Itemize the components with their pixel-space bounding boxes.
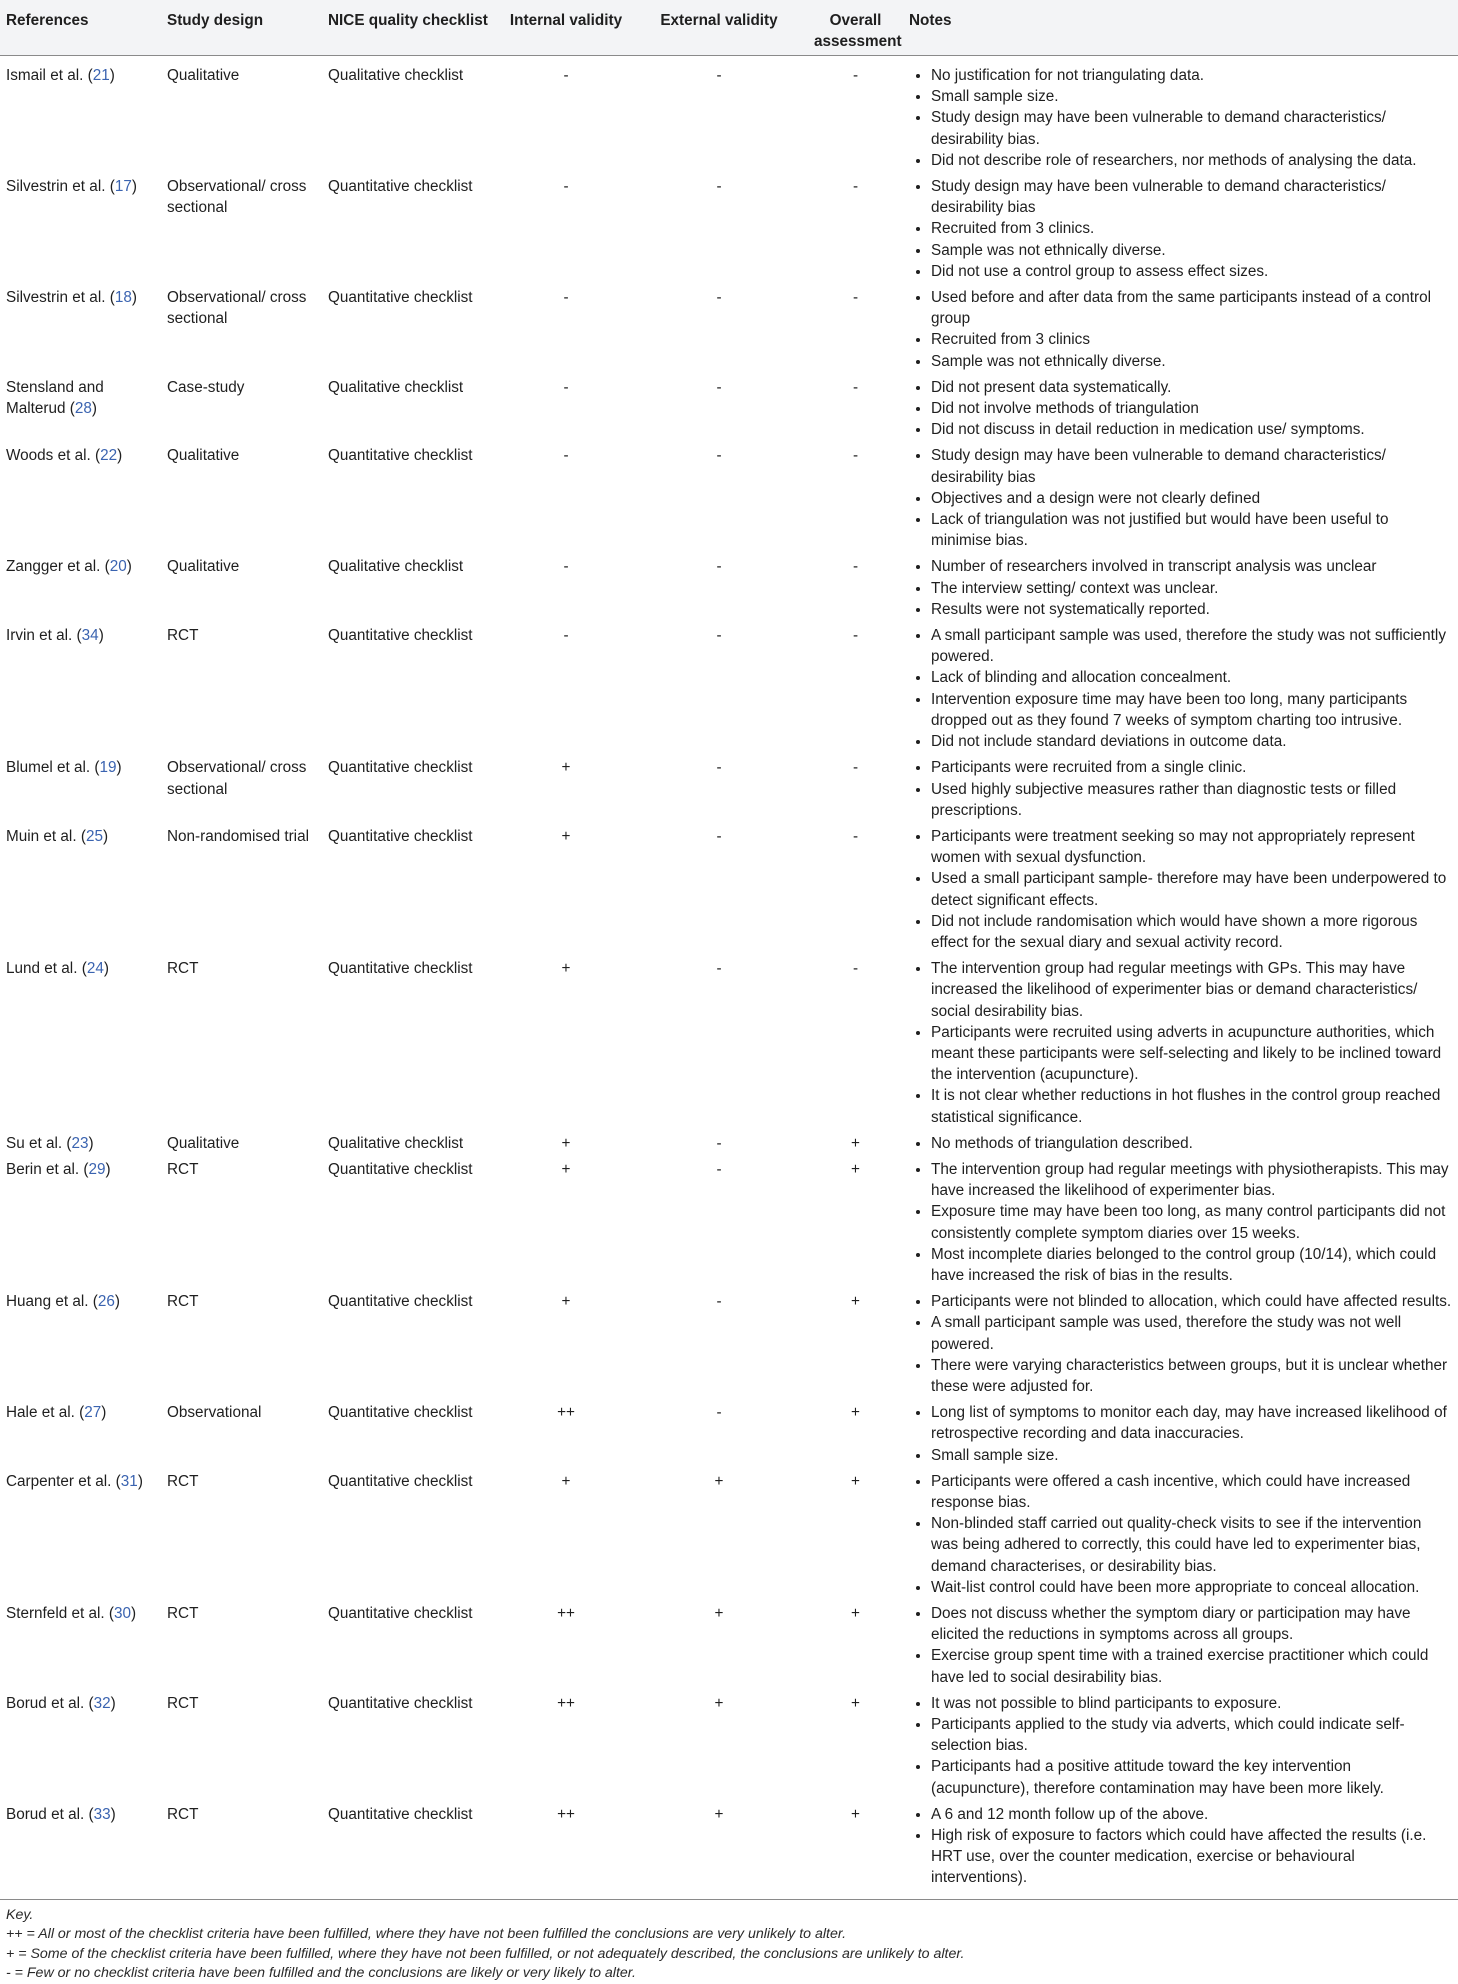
notes-cell <box>903 1400 1458 1469</box>
key-line: - = Few or no checklist criteria have been fulfilled and the conclusions are likely or very likely to alter. <box>6 1965 636 1982</box>
key-line: ++ = All or most of the checklist criteria have been fulfilled, where they have not been fulfilled the conclusions are very unlikely to alter. <box>6 1926 847 1943</box>
reference-cell: Silvestrin et al. (17) <box>6 178 137 196</box>
external-validity-cell: - <box>716 627 722 645</box>
notes-list <box>909 1471 1452 1598</box>
note-item: • Recruited from 3 clinics <box>931 329 1452 350</box>
note-item: • Sample was not ethnically diverse. <box>931 240 1452 261</box>
notes-cell <box>903 285 1458 375</box>
notes-cell <box>903 824 1458 956</box>
reference-cell: Silvestrin et al. (18) <box>6 289 137 307</box>
table-row <box>0 824 1458 956</box>
header-references: References <box>0 0 161 56</box>
external-validity-cell: + <box>714 1472 724 1490</box>
internal-validity-cell: + <box>561 1293 571 1311</box>
notes-list <box>909 1402 1452 1466</box>
table-row <box>0 623 1458 755</box>
citation-link[interactable]: 19 <box>99 759 117 777</box>
checklist-cell: Quantitative checklist <box>328 289 473 307</box>
reference-cell: Ismail et al. (21) <box>6 67 115 84</box>
citation-link[interactable]: 21 <box>92 67 110 84</box>
note-item: • The interview setting/ context was unclear. <box>931 578 1452 599</box>
overall-assessment-cell: - <box>852 378 859 396</box>
table-row <box>0 1289 1458 1400</box>
notes-list <box>909 445 1452 551</box>
note-item: • Intervention exposure time may have been too long, many participants dropped out as they found 7 weeks of symptom charting too intrusive. <box>931 689 1452 731</box>
checklist-cell: Quantitative checklist <box>328 960 473 978</box>
checklist-cell: Quantitative checklist <box>328 627 473 645</box>
external-validity-cell: + <box>630 1802 808 1899</box>
notes-cell <box>903 956 1458 1131</box>
study-design-cell: Qualitative <box>167 447 240 465</box>
note-item: • Recruited from 3 clinics. <box>931 218 1452 239</box>
note-item: • Used highly subjective measures rather than diagnostic tests or filled prescriptions. <box>931 779 1452 821</box>
key-title: Key. <box>6 1906 34 1923</box>
internal-validity-cell: ++ <box>557 1404 575 1422</box>
notes-list <box>909 1133 1452 1154</box>
notes-list <box>909 1603 1452 1688</box>
study-design-cell: RCT <box>167 1605 199 1623</box>
study-design-cell: RCT <box>167 960 199 978</box>
internal-validity-cell: - <box>563 378 569 396</box>
citation-link[interactable]: 24 <box>86 960 104 978</box>
author-name: Ismail et al. <box>6 67 84 84</box>
study-design-cell: RCT <box>167 1160 199 1178</box>
overall-assessment-cell: - <box>852 289 859 307</box>
checklist-cell: Quantitative checklist <box>328 1694 473 1712</box>
note-item: • Most incomplete diaries belonged to the control group (10/14), which could have increased the risk of bias in the results. <box>931 1244 1452 1286</box>
external-validity-cell: - <box>716 289 722 307</box>
note-item: • Used a small participant sample- therefore may have been underpowered to detect significant effects. <box>931 868 1452 910</box>
checklist-cell: Quantitative checklist <box>328 827 473 845</box>
note-item: • Did not describe role of researchers, nor methods of analysing the data. <box>931 150 1452 171</box>
checklist-cell: Quantitative checklist <box>328 1404 473 1422</box>
citation-link[interactable]: 17 <box>114 178 132 196</box>
table-row <box>0 1691 1458 1802</box>
checklist-cell: Qualitative checklist <box>328 378 464 396</box>
reference-cell: Lund et al. (24) <box>6 960 109 978</box>
note-item: • Did not include standard deviations in outcome data. <box>931 731 1452 752</box>
author-name: Stensland and Malterud <box>6 378 104 418</box>
study-design-cell: Observational/ cross sectional <box>167 759 307 798</box>
study-design-cell: Qualitative <box>167 558 240 576</box>
note-item: • The intervention group had regular meetings with GPs. This may have increased the likelihood of experimenter bias or demand characteristics/ social desirability bias. <box>931 958 1452 1022</box>
notes-list <box>909 287 1452 372</box>
internal-validity-cell: - <box>563 447 569 465</box>
reference-cell: Zangger et al. (20) <box>6 558 132 576</box>
table-row <box>0 1802 1458 1899</box>
header-study-design: Study design <box>161 0 322 56</box>
overall-assessment-cell: + <box>851 1694 860 1712</box>
internal-validity-cell: - <box>563 558 569 576</box>
reference-cell: Su et al. (23) <box>6 1134 94 1152</box>
note-item: • Lack of triangulation was not justified but would have been useful to minimise bias. <box>931 509 1452 551</box>
author-name: Borud et al. <box>6 1805 85 1823</box>
reference-cell: Irvin et al. (34) <box>6 627 104 645</box>
external-validity-cell: - <box>716 447 722 465</box>
study-design-cell: Case-study <box>167 378 245 396</box>
external-validity-cell: - <box>716 960 722 978</box>
citation-link[interactable]: 23 <box>71 1134 89 1152</box>
table-header-row <box>0 0 1458 56</box>
overall-assessment-cell: - <box>852 67 859 84</box>
author-name: Borud et al. <box>6 1694 85 1712</box>
external-validity-cell: - <box>716 759 722 777</box>
overall-assessment-cell: + <box>808 1802 903 1899</box>
note-item: • Participants were treatment seeking so may not appropriately represent women with sexual dysfunction. <box>931 826 1452 868</box>
notes-list <box>909 625 1452 752</box>
internal-validity-cell: ++ <box>557 1605 575 1623</box>
note-item: • Participants were offered a cash incentive, which could have increased response bias. <box>931 1471 1452 1513</box>
reference-cell: Carpenter et al. (31) <box>6 1472 143 1490</box>
internal-validity-cell: + <box>561 1160 571 1178</box>
study-design-cell: RCT <box>167 1293 199 1311</box>
notes-list <box>909 1804 1452 1889</box>
note-item: • Participants were recruited from a single clinic. <box>931 757 1452 778</box>
internal-validity-cell: ++ <box>557 1694 575 1712</box>
notes-cell <box>903 1469 1458 1601</box>
table-row <box>0 755 1458 824</box>
note-item: • A small participant sample was used, therefore the study was not sufficiently powered. <box>931 625 1452 667</box>
header-external-validity: External validity <box>630 0 808 56</box>
internal-validity-cell: + <box>561 827 571 845</box>
external-validity-cell: - <box>716 378 722 396</box>
notes-cell <box>903 1691 1458 1802</box>
note-item: • A small participant sample was used, therefore the study was not well powered. <box>931 1312 1452 1354</box>
author-name: Irvin et al. <box>6 627 73 645</box>
header-nice-checklist: NICE quality checklist <box>322 0 502 56</box>
author-name: Carpenter et al. <box>6 1472 112 1490</box>
author-name: Sternfeld et al. <box>6 1605 105 1623</box>
citation-link[interactable]: 20 <box>109 558 127 576</box>
note-item: • Does not discuss whether the symptom diary or participation may have elicited the reductions in symptoms across all groups. <box>931 1603 1452 1645</box>
citation-link[interactable]: 34 <box>81 627 99 645</box>
table-row <box>0 285 1458 375</box>
notes-cell <box>903 755 1458 824</box>
checklist-cell: Quantitative checklist <box>328 1605 473 1623</box>
study-design-cell: RCT <box>167 1472 199 1490</box>
citation-link[interactable]: 33 <box>93 1805 111 1823</box>
author-name: Huang et al. <box>6 1293 89 1311</box>
external-validity-cell: + <box>714 1605 724 1623</box>
citation-link[interactable]: 27 <box>84 1404 102 1422</box>
internal-validity-cell: + <box>561 1472 571 1490</box>
note-item: • Small sample size. <box>931 86 1452 107</box>
external-validity-cell: + <box>714 1694 724 1712</box>
note-item: • Participants were not blinded to allocation, which could have affected results. <box>931 1291 1452 1312</box>
note-item: • Sample was not ethnically diverse. <box>931 351 1452 372</box>
external-validity-cell: - <box>716 1293 722 1311</box>
notes-cell <box>903 375 1458 444</box>
external-validity-cell: - <box>716 558 722 576</box>
note-item: • Did not involve methods of triangulation <box>931 398 1452 419</box>
external-validity-cell: - <box>716 827 722 845</box>
note-item: • Did not use a control group to assess effect sizes. <box>931 261 1452 282</box>
notes-list <box>909 556 1452 620</box>
checklist-cell: Quantitative checklist <box>328 447 473 465</box>
overall-assessment-cell: - <box>852 960 859 978</box>
overall-assessment-cell: + <box>851 1160 860 1178</box>
internal-validity-cell: - <box>563 289 569 307</box>
note-item: • It was not possible to blind participants to exposure. <box>931 1693 1452 1714</box>
study-design-cell: Non-randomised trial <box>167 827 309 845</box>
study-design-cell: RCT <box>161 1802 322 1899</box>
note-item: • Small sample size. <box>931 1445 1452 1466</box>
overall-assessment-cell: + <box>851 1134 860 1152</box>
notes-list <box>909 176 1452 282</box>
checklist-cell: Qualitative checklist <box>328 1134 464 1152</box>
table-row <box>0 443 1458 554</box>
note-item: • Did not include randomisation which would have shown a more rigorous effect for the sexual diary and sexual activity record. <box>931 911 1452 953</box>
citation-link[interactable]: 26 <box>97 1293 115 1311</box>
reference-cell: Borud et al. (33) <box>0 1802 161 1899</box>
note-item: • Non-blinded staff carried out quality-check visits to see if the intervention was being adhered to correctly, this could have led to experimenter bias, demand characterises, or desirability bias. <box>931 1513 1452 1577</box>
overall-assessment-cell: + <box>851 1293 860 1311</box>
reference-cell: Blumel et al. (19) <box>6 759 122 777</box>
notes-cell <box>903 554 1458 623</box>
note-item: • Wait-list control could have been more appropriate to conceal allocation. <box>931 1577 1452 1598</box>
table-row <box>0 1469 1458 1601</box>
external-validity-cell: - <box>716 1134 722 1152</box>
overall-assessment-cell: - <box>852 827 859 845</box>
citation-link[interactable]: 32 <box>93 1694 111 1712</box>
study-design-cell: RCT <box>167 1694 199 1712</box>
overall-assessment-cell: - <box>852 447 859 465</box>
table-row <box>0 956 1458 1131</box>
study-design-cell: Qualitative <box>167 67 240 84</box>
citation-link[interactable]: 18 <box>114 289 132 307</box>
table-row <box>0 174 1458 285</box>
citation-link[interactable]: 28 <box>74 400 92 418</box>
header-overall-assessment: Overall assessment <box>808 0 903 56</box>
overall-assessment-cell: + <box>851 1404 860 1422</box>
external-validity-cell: - <box>716 1160 722 1178</box>
notes-list <box>909 1693 1452 1799</box>
citation-link[interactable]: 30 <box>114 1605 132 1623</box>
notes-cell <box>903 1157 1458 1289</box>
internal-validity-cell: + <box>561 759 571 777</box>
table-key <box>0 1900 1458 1984</box>
note-item: • Number of researchers involved in transcript analysis was unclear <box>931 556 1452 577</box>
reference-cell: Woods et al. (22) <box>6 447 123 465</box>
author-name: Woods et al. <box>6 447 91 465</box>
author-name: Blumel et al. <box>6 759 91 777</box>
checklist-cell: Quantitative checklist <box>328 1293 473 1311</box>
table-row <box>0 375 1458 444</box>
citation-link[interactable]: 25 <box>85 827 103 845</box>
note-item: • Study design may have been vulnerable to demand characteristics/ desirability bias. <box>931 107 1452 149</box>
external-validity-cell: - <box>716 178 722 196</box>
author-name: Silvestrin et al. <box>6 289 106 307</box>
checklist-cell: Quantitative checklist <box>328 178 473 196</box>
note-item: • Results were not systematically reported. <box>931 599 1452 620</box>
header-internal-validity: Internal validity <box>502 0 630 56</box>
note-item: • It is not clear whether reductions in hot flushes in the control group reached statistical significance. <box>931 1085 1452 1127</box>
note-item: • Did not discuss in detail reduction in medication use/ symptoms. <box>931 419 1452 440</box>
note-item: • Objectives and a design were not clearly defined <box>931 488 1452 509</box>
internal-validity-cell: + <box>561 960 571 978</box>
overall-assessment-cell: - <box>852 627 859 645</box>
note-item: • Exercise group spent time with a trained exercise practitioner which could have led to social desirability bias. <box>931 1645 1452 1687</box>
notes-list <box>909 826 1452 953</box>
table-row <box>0 1601 1458 1691</box>
reference-cell: Hale et al. (27) <box>6 1404 107 1422</box>
reference-cell: Stensland and Malterud (28) <box>6 378 104 418</box>
note-item: • A 6 and 12 month follow up of the above. <box>931 1804 1452 1825</box>
note-item: • Exposure time may have been too long, as many control participants did not consistently complete symptom diaries over 15 weeks. <box>931 1201 1452 1243</box>
note-item: • Long list of symptoms to monitor each day, may have increased likelihood of retrospective recording and data inaccuracies. <box>931 1402 1452 1444</box>
notes-cell <box>903 1289 1458 1400</box>
note-item: • Used before and after data from the same participants instead of a control group <box>931 287 1452 329</box>
checklist-cell: Quantitative checklist <box>328 759 473 777</box>
internal-validity-cell: - <box>563 67 569 84</box>
checklist-cell: Quantitative checklist <box>328 1160 473 1178</box>
reference-cell: Sternfeld et al. (30) <box>6 1605 137 1623</box>
internal-validity-cell: - <box>563 627 569 645</box>
note-item: • Lack of blinding and allocation concealment. <box>931 667 1452 688</box>
external-validity-cell: - <box>716 1404 722 1422</box>
checklist-cell: Qualitative checklist <box>328 558 464 576</box>
overall-assessment-cell: + <box>851 1605 860 1623</box>
notes-list <box>909 1159 1452 1286</box>
internal-validity-cell: - <box>563 178 569 196</box>
author-name: Hale et al. <box>6 1404 75 1422</box>
notes-cell <box>903 1802 1458 1899</box>
reference-cell: Berin et al. (29) <box>6 1160 111 1178</box>
notes-cell <box>903 1131 1458 1157</box>
table-body <box>0 56 1458 1900</box>
notes-list <box>909 1291 1452 1397</box>
reference-cell: Borud et al. (32) <box>6 1694 116 1712</box>
note-item: • Participants were recruited using adverts in acupuncture authorities, which meant these participants were self-selecting and likely to be inclined toward the intervention (acupuncture). <box>931 1022 1452 1086</box>
overall-assessment-cell: + <box>851 1472 860 1490</box>
study-design-cell: RCT <box>167 627 199 645</box>
notes-cell <box>903 623 1458 755</box>
checklist-cell: Quantitative checklist <box>322 1802 502 1899</box>
citation-link[interactable]: 31 <box>120 1472 138 1490</box>
note-item: • Study design may have been vulnerable to demand characteristics/ desirability bias <box>931 176 1452 218</box>
note-item: • Participants applied to the study via adverts, which could indicate self-selection bias. <box>931 1714 1452 1756</box>
citation-link[interactable]: 29 <box>88 1160 106 1178</box>
note-item: • Study design may have been vulnerable to demand characteristics/ desirability bias <box>931 445 1452 487</box>
internal-validity-cell: + <box>561 1134 571 1152</box>
author-name: Muin et al. <box>6 827 77 845</box>
citation-link[interactable]: 22 <box>100 447 118 465</box>
overall-assessment-cell: - <box>852 178 859 196</box>
notes-list <box>909 65 1452 171</box>
study-design-cell: Qualitative <box>167 1134 240 1152</box>
reference-cell: Muin et al. (25) <box>6 827 109 845</box>
note-item: • Did not present data systematically. <box>931 377 1452 398</box>
author-name: Zangger et al. <box>6 558 101 576</box>
checklist-cell: Qualitative checklist <box>328 67 464 84</box>
table-row <box>0 1400 1458 1469</box>
note-item: • Participants had a positive attitude toward the key intervention (acupuncture), therefore contamination may have been more likely. <box>931 1756 1452 1798</box>
notes-list <box>909 377 1452 441</box>
notes-cell <box>903 174 1458 285</box>
notes-cell <box>903 56 1458 175</box>
notes-list <box>909 757 1452 821</box>
author-name: Silvestrin et al. <box>6 178 106 196</box>
table-row <box>0 1157 1458 1289</box>
author-name: Berin et al. <box>6 1160 80 1178</box>
notes-cell <box>903 443 1458 554</box>
notes-cell <box>903 1601 1458 1691</box>
key-line: + = Some of the checklist criteria have been fulfilled, where they have not been fulfilled, or not adequately described, the conclusions are unlikely to alter. <box>6 1945 965 1962</box>
internal-validity-cell: ++ <box>502 1802 630 1899</box>
table-row <box>0 554 1458 623</box>
table-row <box>0 1131 1458 1157</box>
notes-list <box>909 958 1452 1128</box>
header-notes: Notes <box>903 0 1458 56</box>
note-item: • No justification for not triangulating data. <box>931 65 1452 86</box>
reference-cell: Huang et al. (26) <box>6 1293 120 1311</box>
note-item: • There were varying characteristics between groups, but it is unclear whether these were adjusted for. <box>931 1355 1452 1397</box>
note-item: • No methods of triangulation described. <box>931 1133 1452 1154</box>
overall-assessment-cell: - <box>852 759 859 777</box>
note-item: • The intervention group had regular meetings with physiotherapists. This may have increased the likelihood of experimenter bias. <box>931 1159 1452 1201</box>
study-design-cell: Observational <box>167 1404 262 1422</box>
checklist-cell: Quantitative checklist <box>328 1472 473 1490</box>
table-row <box>0 56 1458 175</box>
note-item: • High risk of exposure to factors which could have affected the results (i.e. HRT use, over the counter medication, exercise or behavioural interventions). <box>931 1825 1452 1889</box>
external-validity-cell: - <box>716 67 722 84</box>
study-design-cell: Observational/ cross sectional <box>167 289 307 328</box>
overall-assessment-cell: - <box>852 558 859 576</box>
study-design-cell: Observational/ cross sectional <box>167 178 307 217</box>
author-name: Su et al. <box>6 1134 63 1152</box>
author-name: Lund et al. <box>6 960 78 978</box>
